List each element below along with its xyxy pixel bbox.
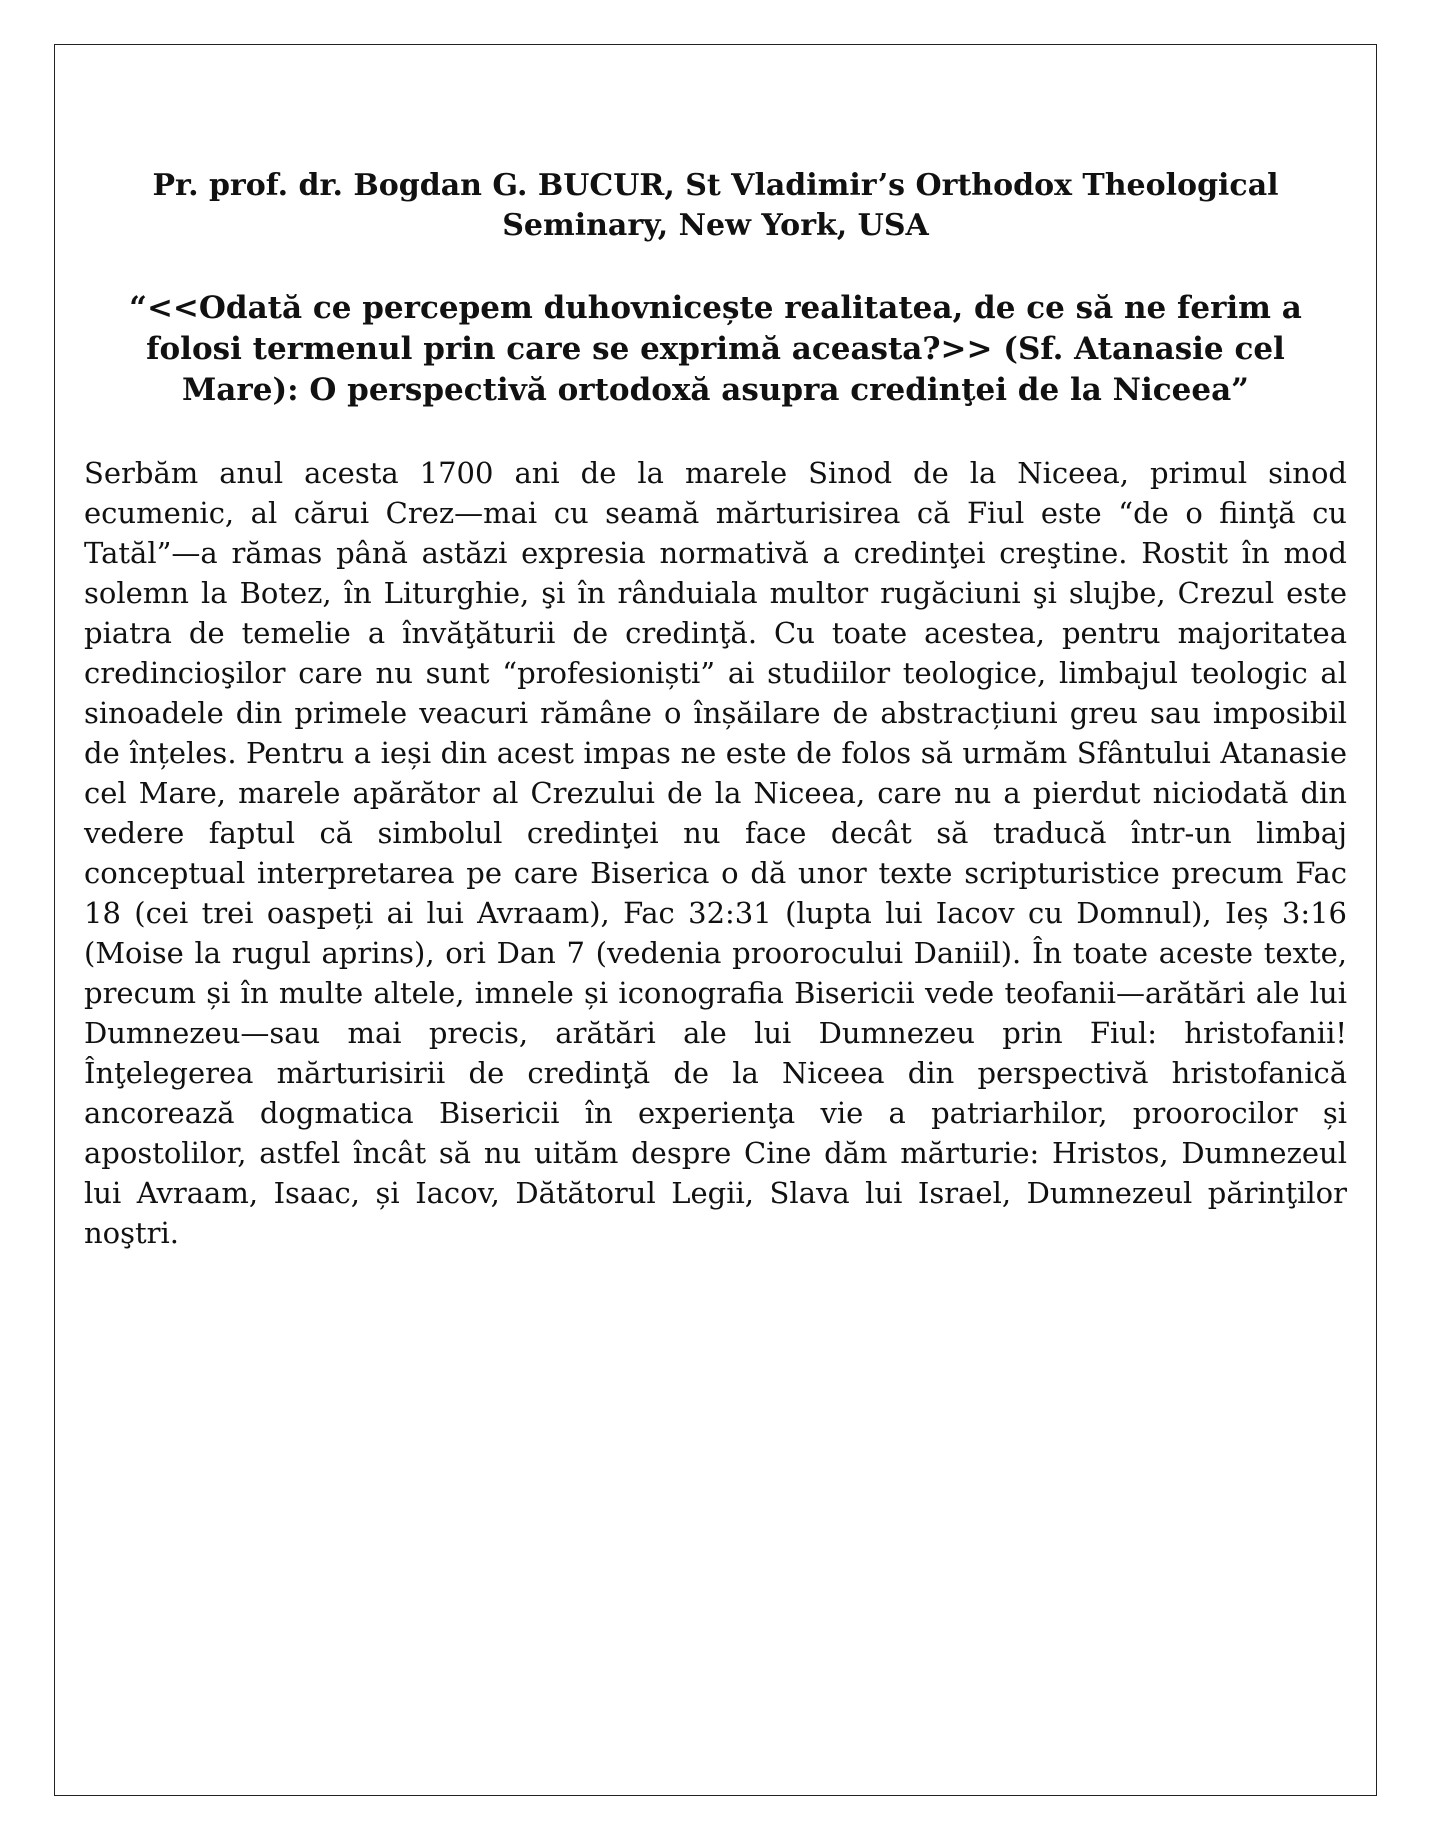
document-content bbox=[84, 166, 1347, 1253]
body-paragraph: Serbăm anul acesta 1700 ani de la marele Sinod de la Niceea, primul sinod ecumenic, al cărui Crez—mai cu seamă mărturisirea că Fiul este “de o fiinţă cu Tatăl”—a rămas până astăzi expresia normativă a credinţei creştine. Rostit în mod solemn la Botez, în Liturghie, şi în rânduiala multor rugăciuni şi slujbe, Crezul este piatra de temelie a învăţăturii de credinţă. Cu toate acestea, pentru majoritatea credincioşilor care nu sunt “profesioniști” ai studiilor teologice, limbajul teologic al sinoadele din primele veacuri rămâne o înșăilare de abstracțiuni greu sau imposibil de înțeles. Pentru a ieși din acest impas ne este de folos să urmăm Sfântului Atanasie cel Mare, marele apărător al Crezului de la Niceea, care nu a pierdut niciodată din vedere faptul că simbolul credinţei nu face decât să traducă într-un limbaj conceptual interpretarea pe care Biserica o dă unor texte scripturistice precum Fac 18 (cei trei oaspeți ai lui Avraam), Fac 32:31 (lupta lui Iacov cu Domnul), Ieș 3:16 (Moise la rugul aprins), ori Dan 7 (vedenia proorocului Daniil). În toate aceste texte, precum și în multe altele, imnele și iconografia Bisericii vede teofanii—arătări ale lui Dumnezeu—sau mai precis, arătări ale lui Dumnezeu prin Fiul: hristofanii! Înţelegerea mărturisirii de credinţă de la Niceea din perspectivă hristofanică ancorează dogmatica Bisericii în experienţa vie a patriarhilor, proorocilor și apostolilor, astfel încât să nu uităm despre Cine dăm mărturie: Hristos, Dumnezeul lui Avraam, Isaac, și Iacov, Dătătorul Legii, Slava lui Israel, Dumnezeul părinţilor noştri. bbox=[84, 455, 1347, 1250]
document-title: “<<Odată ce percepem duhovnicește realitatea, de ce să ne ferim a folosi termenul prin care se exprimă aceasta?>> (Sf. Atanasie cel Mare): O perspectivă ortodoxă asupra credinţei de la Niceea” bbox=[129, 289, 1302, 408]
author-line: Pr. prof. dr. Bogdan G. BUCUR, St Vladimir’s Orthodox Theological Seminary, New York, USA bbox=[152, 168, 1279, 243]
